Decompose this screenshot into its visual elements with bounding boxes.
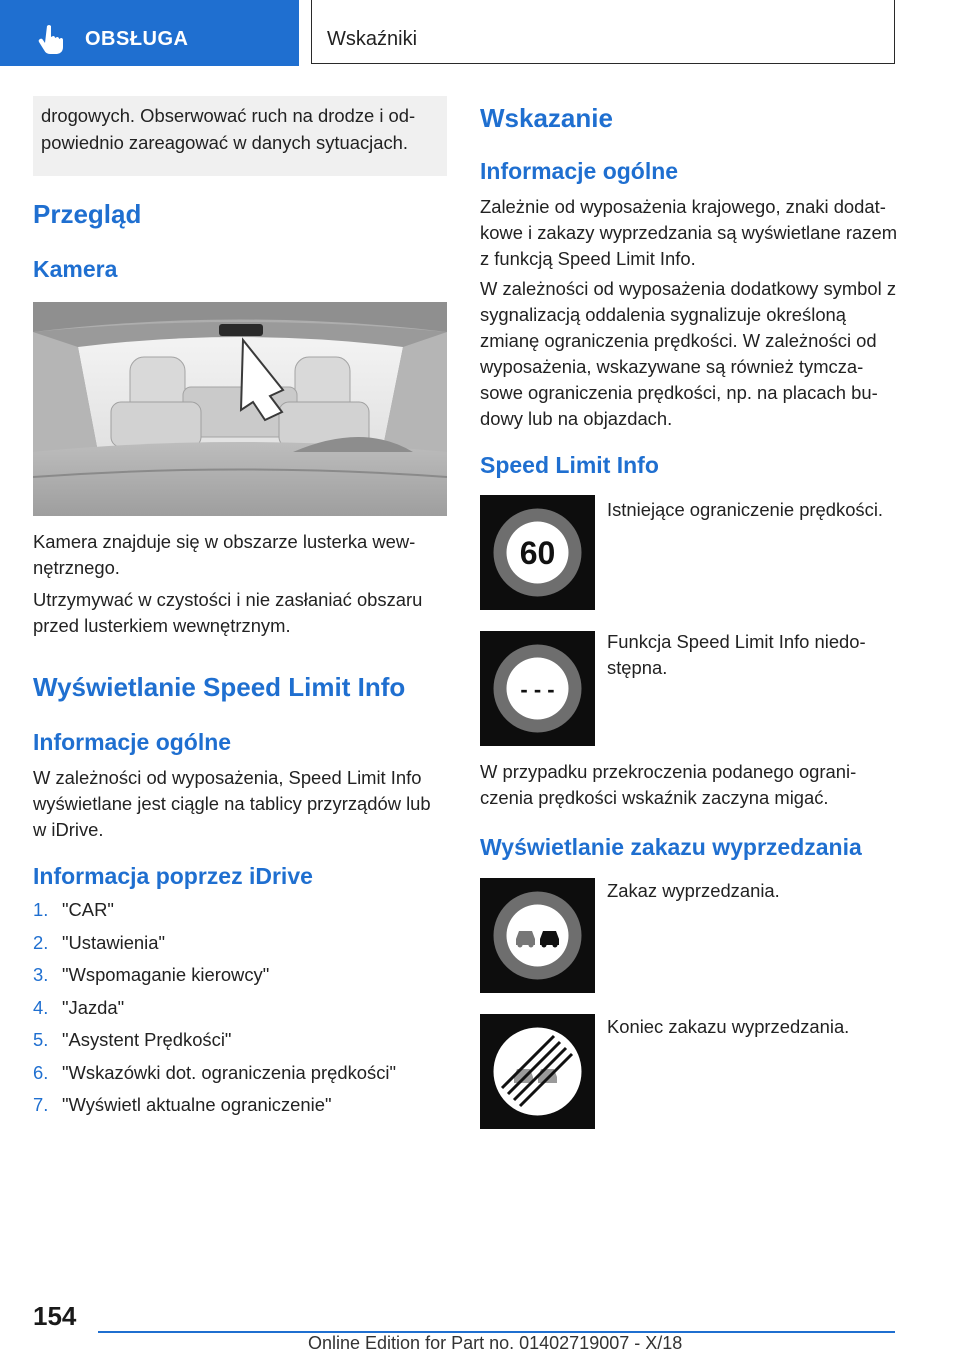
speed-limit-info-subheading: Speed Limit Info <box>480 452 659 478</box>
unavailable-sign-description: Funkcja Speed Limit Info niedostępna. <box>607 631 866 678</box>
warning-box <box>33 96 447 176</box>
list-item <box>33 1027 447 1060</box>
overview-heading: Przegląd <box>33 199 142 229</box>
step-text: "Wskazówki dot. ograniczenia prędkości" <box>62 1061 397 1083</box>
car-interior-illustration <box>33 302 447 516</box>
section-tab-label: OBSŁUGA <box>85 28 189 50</box>
camera-heading: Kamera <box>33 256 118 282</box>
step-text: "Jazda" <box>62 996 125 1018</box>
step-number: 6. <box>33 1061 49 1083</box>
list-item <box>33 995 447 1028</box>
speed-limit-info-heading: Wyświetlanie Speed Limit Info <box>33 672 406 702</box>
chapter-tab-label: Wskaźniki <box>327 28 418 50</box>
end-no-passing-description: Koniec zakazu wyprzedzania. <box>607 1016 850 1037</box>
idrive-heading: Informacja poprzez iDrive <box>33 863 313 889</box>
step-text: "Wspomaganie kierowcy" <box>62 964 270 985</box>
camera-paragraph-1: Kamera znajduje się w obszarze lusterka wewnętrznego. <box>33 531 416 578</box>
step-number: 3. <box>33 964 49 985</box>
pointing-hand-icon <box>38 24 66 54</box>
general-info-heading-right: Informacje ogólne <box>480 158 679 184</box>
list-item <box>33 1060 447 1093</box>
speed-limit-value: 60 <box>519 535 556 571</box>
general-info-paragraph-1: Zależnie od wyposażenia krajowego, znaki dodatkowe i zakazy wyprzedzania są wyświetlane razem z funkcją Speed Limit Info. <box>480 196 898 269</box>
step-number: 2. <box>33 931 49 953</box>
unavailable-value: - - - <box>520 677 555 702</box>
no-passing-description: Zakaz wyprzedzania. <box>607 880 780 901</box>
no-passing-heading: Wyświetlanie zakazu wyprzedzania <box>480 834 862 860</box>
general-info-text-left: W zależności od wyposażenia, Speed Limit Info wyświetlane jest ciągle na tablicy przyrządów lub w iDrive. <box>33 767 431 840</box>
no-passing-sign <box>480 878 595 993</box>
camera-location-image <box>33 302 447 516</box>
general-info-heading-left: Informacje ogólne <box>33 729 232 755</box>
speed-limit-unavailable-sign <box>480 631 595 746</box>
chapter-tab[interactable] <box>311 0 895 64</box>
step-number: 7. <box>33 1094 49 1115</box>
end-no-passing-sign <box>480 1014 595 1129</box>
step-text: "Asystent Prędkości" <box>62 1029 232 1050</box>
edition-footer: Online Edition for Part no. 01402719007 - X/18 <box>308 1333 683 1353</box>
step-number: 4. <box>33 996 49 1018</box>
speed-limit-60-sign <box>480 495 595 610</box>
step-text: "CAR" <box>62 899 114 920</box>
camera-paragraph-2: Utrzymywać w czystości i nie zasłaniać obszaru przed lusterkiem wewnętrznym. <box>33 589 423 636</box>
step-number: 5. <box>33 1029 49 1050</box>
step-text: "Wyświetl aktualne ograniczenie" <box>62 1094 332 1115</box>
idrive-steps-list <box>33 897 447 1125</box>
general-info-paragraph-2: W zależności od wyposażenia dodatkowy symbol z sygnalizacją oddalenia sygnalizuje określoną zmianę ograniczenia prędkości. W zależności od wyposażenia, wskazywane są również tymczasowe ograniczenia prędkości, np. na placach budowy lub na objazdach. <box>480 278 897 429</box>
list-item <box>33 962 447 995</box>
left-column <box>33 96 447 1115</box>
list-item <box>33 1092 447 1125</box>
section-tab[interactable] <box>0 0 299 66</box>
list-item <box>33 930 447 963</box>
step-number: 1. <box>33 899 49 920</box>
page-number: 154 <box>33 1301 77 1331</box>
warning-text: drogowych. Obserwować ruch na drodze i odpowiednio zareagować w danych sytuacjach. <box>41 105 416 153</box>
exceed-warning-text: W przypadku przekroczenia podanego ograniczenia prędkości wskaźnik zaczyna migać. <box>480 761 857 808</box>
step-text: "Ustawienia" <box>62 931 166 953</box>
list-item <box>33 897 447 930</box>
display-heading: Wskazanie <box>480 103 613 133</box>
speed-sign-description: Istniejące ograniczenie prędkości. <box>607 499 884 520</box>
